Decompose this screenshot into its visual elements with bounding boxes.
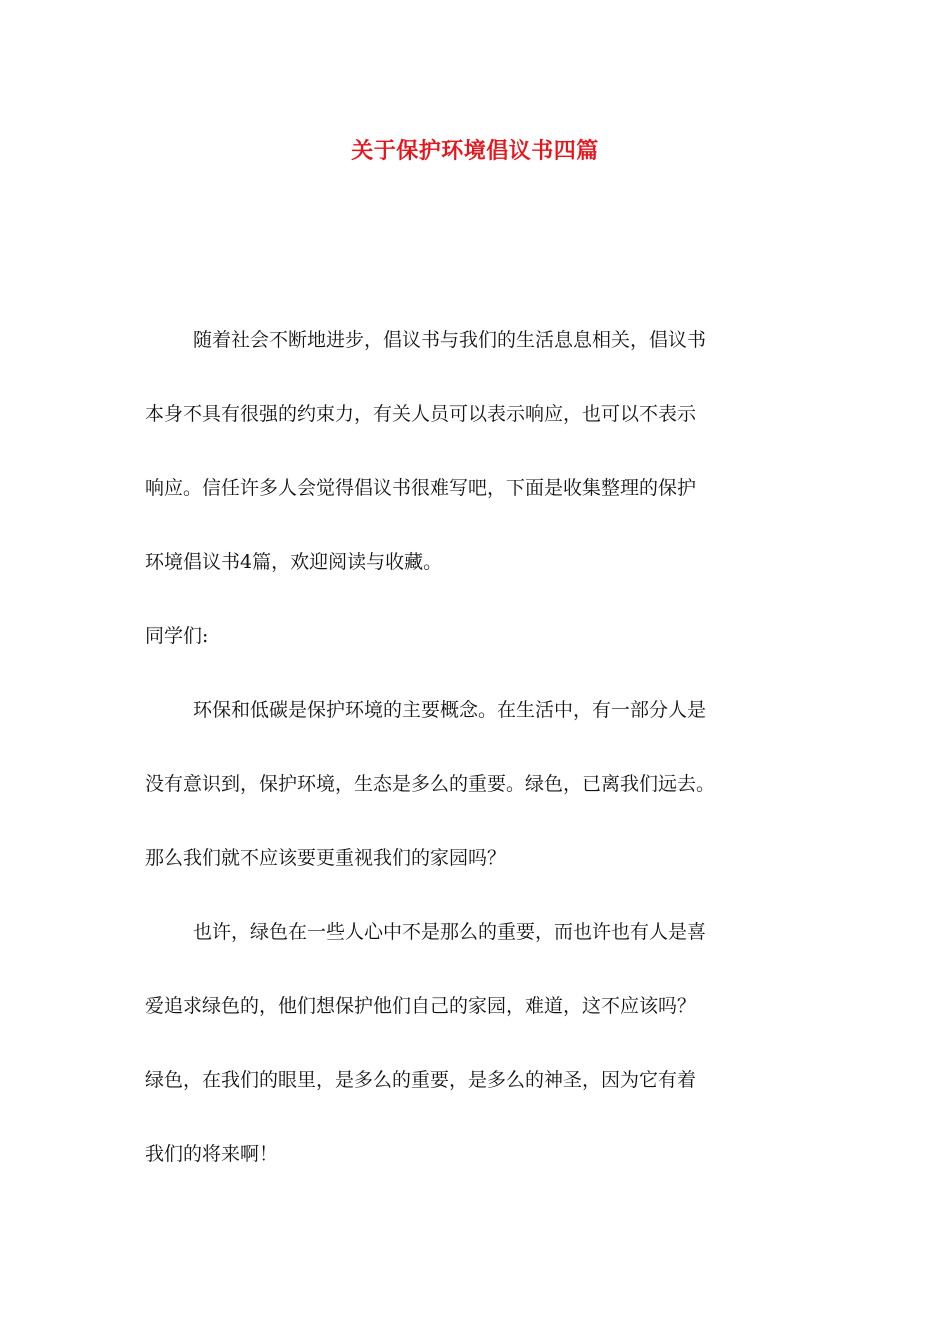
body-line: 没有意识到，保护环境，生态是多么的重要。绿色，已离我们远去。 (145, 773, 716, 795)
body-line: 也许，绿色在一些人心中不是那么的重要，而也许也有人是喜 (193, 921, 707, 943)
body-line: 本身不具有很强的约束力，有关人员可以表示响应，也可以不表示 (145, 403, 697, 425)
body-line: 响应。信任许多人会觉得倡议书很难写吧，下面是收集整理的保护 (145, 477, 697, 499)
body-line: 那么我们就不应该要更重视我们的家园吗？ (145, 847, 507, 869)
document-title: 关于保护环境倡议书四篇 (351, 139, 599, 164)
body-line: 随着社会不断地进步，倡议书与我们的生活息息相关，倡议书 (193, 329, 707, 351)
body-line: 绿色，在我们的眼里，是多么的重要，是多么的神圣，因为它有着 (145, 1069, 697, 1091)
greeting-line: 同学们: (145, 625, 209, 647)
body-line: 我们的将来啊！ (145, 1143, 279, 1165)
document-body (145, 322, 815, 1210)
body-line: 环保和低碳是保护环境的主要概念。在生活中，有一部分人是 (193, 699, 707, 721)
body-line: 爱追求绿色的，他们想保护他们自己的家园，难道，这不应该吗？ (145, 995, 697, 1017)
body-line: 环境倡议书4篇，欢迎阅读与收藏。 (145, 551, 443, 573)
